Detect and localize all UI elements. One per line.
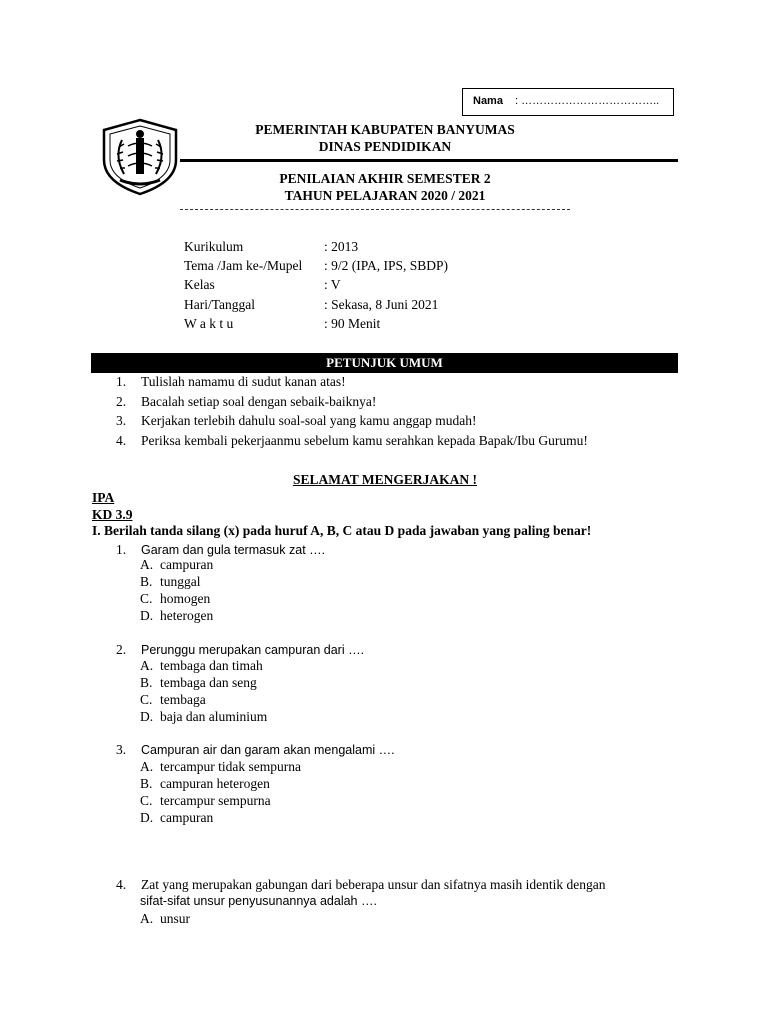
question: 2. Perunggu merupakan campuran dari ….: [116, 642, 365, 657]
question: 1. Garam dan gula termasuk zat ….: [116, 542, 326, 557]
answer-option: A. unsur: [140, 911, 190, 926]
subject-heading: IPA: [92, 490, 115, 505]
name-label: Nama: [473, 95, 503, 107]
answer-option: A. tercampur tidak sempurna: [140, 759, 301, 774]
header-line-3: PENILAIAN AKHIR SEMESTER 2: [279, 171, 491, 186]
answer-option: A. tembaga dan timah: [140, 658, 263, 673]
header-divider: [180, 159, 678, 162]
answer-option: D. baja dan aluminium: [140, 709, 268, 724]
answer-option: A. campuran: [140, 557, 214, 572]
header-line-1: PEMERINTAH KABUPATEN BANYUMAS: [255, 122, 515, 137]
answer-option: C. homogen: [140, 591, 211, 606]
kd-heading: KD 3.9: [92, 507, 133, 522]
info-row: Kurikulum : 2013: [184, 239, 359, 254]
answer-option: B. campuran heterogen: [140, 776, 270, 791]
header-line-2: DINAS PENDIDIKAN: [318, 139, 452, 154]
info-row: Kelas : V: [184, 277, 341, 292]
name-box[interactable]: [462, 88, 674, 116]
question: 3. Campuran air dan garam akan mengalami ….: [116, 742, 395, 757]
list-item: 2. Bacalah setiap soal dengan sebaik-baiknya!: [116, 394, 377, 409]
dashed-divider: [180, 209, 570, 210]
answer-option: C. tembaga: [140, 692, 206, 707]
name-value: : ………………………………..: [514, 95, 660, 107]
list-item: 4. Periksa kembali pekerjaanmu sebelum kamu serahkan kepada Bapak/Ibu Gurumu!: [116, 433, 588, 448]
question-continued: sifat-sifat unsur penyusunannya adalah ….: [140, 894, 377, 908]
petunjuk-banner: PETUNJUK UMUM: [91, 353, 678, 373]
answer-option: B. tembaga dan seng: [140, 675, 257, 690]
answer-option: D. campuran: [140, 810, 214, 825]
info-row: Tema /Jam ke-/Mupel : 9/2 (IPA, IPS, SBDP): [184, 258, 449, 273]
list-item: 1. Tulislah namamu di sudut kanan atas!: [116, 374, 346, 389]
answer-option: C. tercampur sempurna: [140, 793, 271, 808]
answer-option: B. tunggal: [140, 574, 201, 589]
header-line-4: TAHUN PELAJARAN 2020 / 2021: [284, 188, 486, 203]
instruction: I. Berilah tanda silang (x) pada huruf A, B, C atau D pada jawaban yang paling benar!: [92, 523, 592, 538]
selamat-heading: SELAMAT MENGERJAKAN !: [292, 472, 477, 487]
question: 4. Zat yang merupakan gabungan dari beberapa unsur dan sifatnya masih identik dengan: [116, 877, 606, 892]
regency-emblem-icon: [92, 116, 188, 196]
answer-option: D. heterogen: [140, 608, 214, 623]
list-item: 3. Kerjakan terlebih dahulu soal-soal yang kamu anggap mudah!: [116, 413, 477, 428]
info-row: W a k t u : 90 Menit: [184, 316, 381, 331]
info-row: Hari/Tanggal : Sekasa, 8 Juni 2021: [184, 297, 439, 312]
